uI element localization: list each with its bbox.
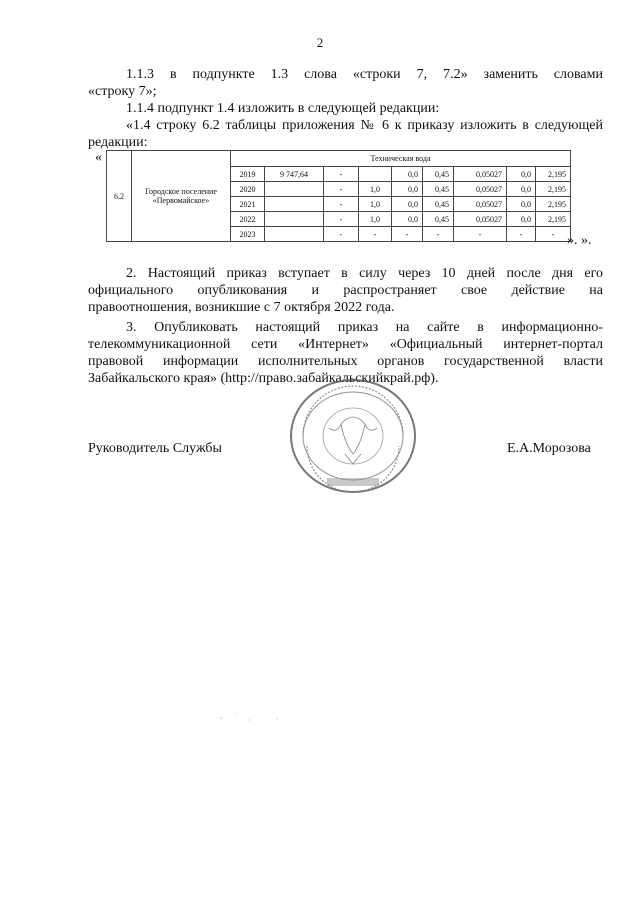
value-cell: 0,45 bbox=[423, 212, 454, 227]
value-cell: 0,45 bbox=[423, 167, 454, 182]
clause-1-1-3-line-2: «строку 7»; bbox=[88, 84, 157, 99]
value-cell: 2,195 bbox=[536, 197, 571, 212]
paragraph-3-line-2: телекоммуникационной сети «Интернет» «Официальный интернет-портал bbox=[88, 337, 603, 352]
value-cell: 0,0 bbox=[392, 212, 423, 227]
paragraph-2-line-1: 2. Настоящий приказ вступает в силу через 10 дней после дня его bbox=[126, 266, 603, 281]
value-cell: 0,0 bbox=[392, 197, 423, 212]
value-cell: 0,05027 bbox=[454, 197, 507, 212]
table-close-quotes: ». ». bbox=[567, 233, 592, 248]
value-cell: 1,0 bbox=[359, 197, 392, 212]
value-cell: - bbox=[423, 227, 454, 242]
clause-1-1-4-line: 1.1.4 подпункт 1.4 изложить в следующей редакции: bbox=[126, 101, 440, 116]
value-cell: 0,0 bbox=[507, 182, 536, 197]
year-cell: 2021 bbox=[231, 197, 265, 212]
value-cell bbox=[359, 167, 392, 182]
value-cell: - bbox=[359, 227, 392, 242]
value-cell: 0,45 bbox=[423, 197, 454, 212]
clause-1-4-line-2: редакции: bbox=[88, 135, 148, 150]
signatory-name: Е.А.Морозова bbox=[507, 441, 591, 456]
value-cell: 0,05027 bbox=[454, 212, 507, 227]
value-cell bbox=[265, 212, 324, 227]
value-cell: 0,05027 bbox=[454, 182, 507, 197]
value-cell: - bbox=[324, 227, 359, 242]
paragraph-3-line-4: Забайкальского края» (http://право.забайкальскийкрай.рф). bbox=[88, 371, 439, 386]
value-cell: - bbox=[536, 227, 571, 242]
value-cell: 0,45 bbox=[423, 182, 454, 197]
year-cell: 2023 bbox=[231, 227, 265, 242]
clause-1-1-3-line-1: 1.1.3 в подпункте 1.3 слова «строки 7, 7.2» заменить словами bbox=[126, 67, 603, 82]
value-cell: 2,195 bbox=[536, 167, 571, 182]
value-cell: 1,0 bbox=[359, 212, 392, 227]
paragraph-3-line-3: правовой информации исполнительных органов государственной власти bbox=[88, 354, 603, 369]
value-cell: 0,0 bbox=[507, 212, 536, 227]
value-cell: 1,0 bbox=[359, 182, 392, 197]
signatory-title: Руководитель Службы bbox=[88, 441, 222, 456]
clause-1-4 bbox=[88, 117, 603, 151]
value-cell: 0,05027 bbox=[454, 167, 507, 182]
scan-specks bbox=[215, 700, 295, 730]
value-cell: 0,0 bbox=[392, 182, 423, 197]
value-cell: - bbox=[392, 227, 423, 242]
settlement-cell: Городское поселение «Первомайское» bbox=[132, 151, 231, 242]
value-cell: 2,195 bbox=[536, 212, 571, 227]
category-header-cell: Техническая вода bbox=[231, 151, 571, 167]
clause-1-4-line-1: «1.4 строку 6.2 таблицы приложения № 6 к приказу изложить в следующей bbox=[126, 118, 603, 133]
value-cell: - bbox=[324, 167, 359, 182]
year-cell: 2019 bbox=[231, 167, 265, 182]
paragraph-3-line-1: 3. Опубликовать настоящий приказ на сайте в информационно- bbox=[126, 320, 603, 335]
value-cell bbox=[265, 227, 324, 242]
table-open-quote: « bbox=[95, 150, 102, 165]
value-cell bbox=[265, 182, 324, 197]
value-cell bbox=[265, 197, 324, 212]
value-cell: 0,0 bbox=[392, 167, 423, 182]
page-number: 2 bbox=[316, 35, 324, 50]
value-cell: 9 747,64 bbox=[265, 167, 324, 182]
year-cell: 2022 bbox=[231, 212, 265, 227]
value-cell: - bbox=[324, 212, 359, 227]
value-cell: - bbox=[324, 197, 359, 212]
value-cell: 2,195 bbox=[536, 182, 571, 197]
value-cell: - bbox=[324, 182, 359, 197]
clause-1-1-3 bbox=[88, 66, 603, 100]
paragraph-2-line-2: официального опубликования и распространяет свое действие на bbox=[88, 283, 603, 298]
value-cell: 0,0 bbox=[507, 167, 536, 182]
year-cell: 2020 bbox=[231, 182, 265, 197]
paragraph-2-line-3: правоотношения, возникшие с 7 октября 2022 года. bbox=[88, 300, 395, 315]
paragraph-2 bbox=[88, 265, 603, 316]
value-cell: - bbox=[507, 227, 536, 242]
clause-1-1-4 bbox=[88, 100, 603, 117]
official-seal-stamp bbox=[283, 374, 423, 494]
value-cell: - bbox=[454, 227, 507, 242]
row-number-cell: 6.2 bbox=[107, 151, 132, 242]
value-cell: 0,0 bbox=[507, 197, 536, 212]
tariff-table bbox=[106, 150, 571, 242]
